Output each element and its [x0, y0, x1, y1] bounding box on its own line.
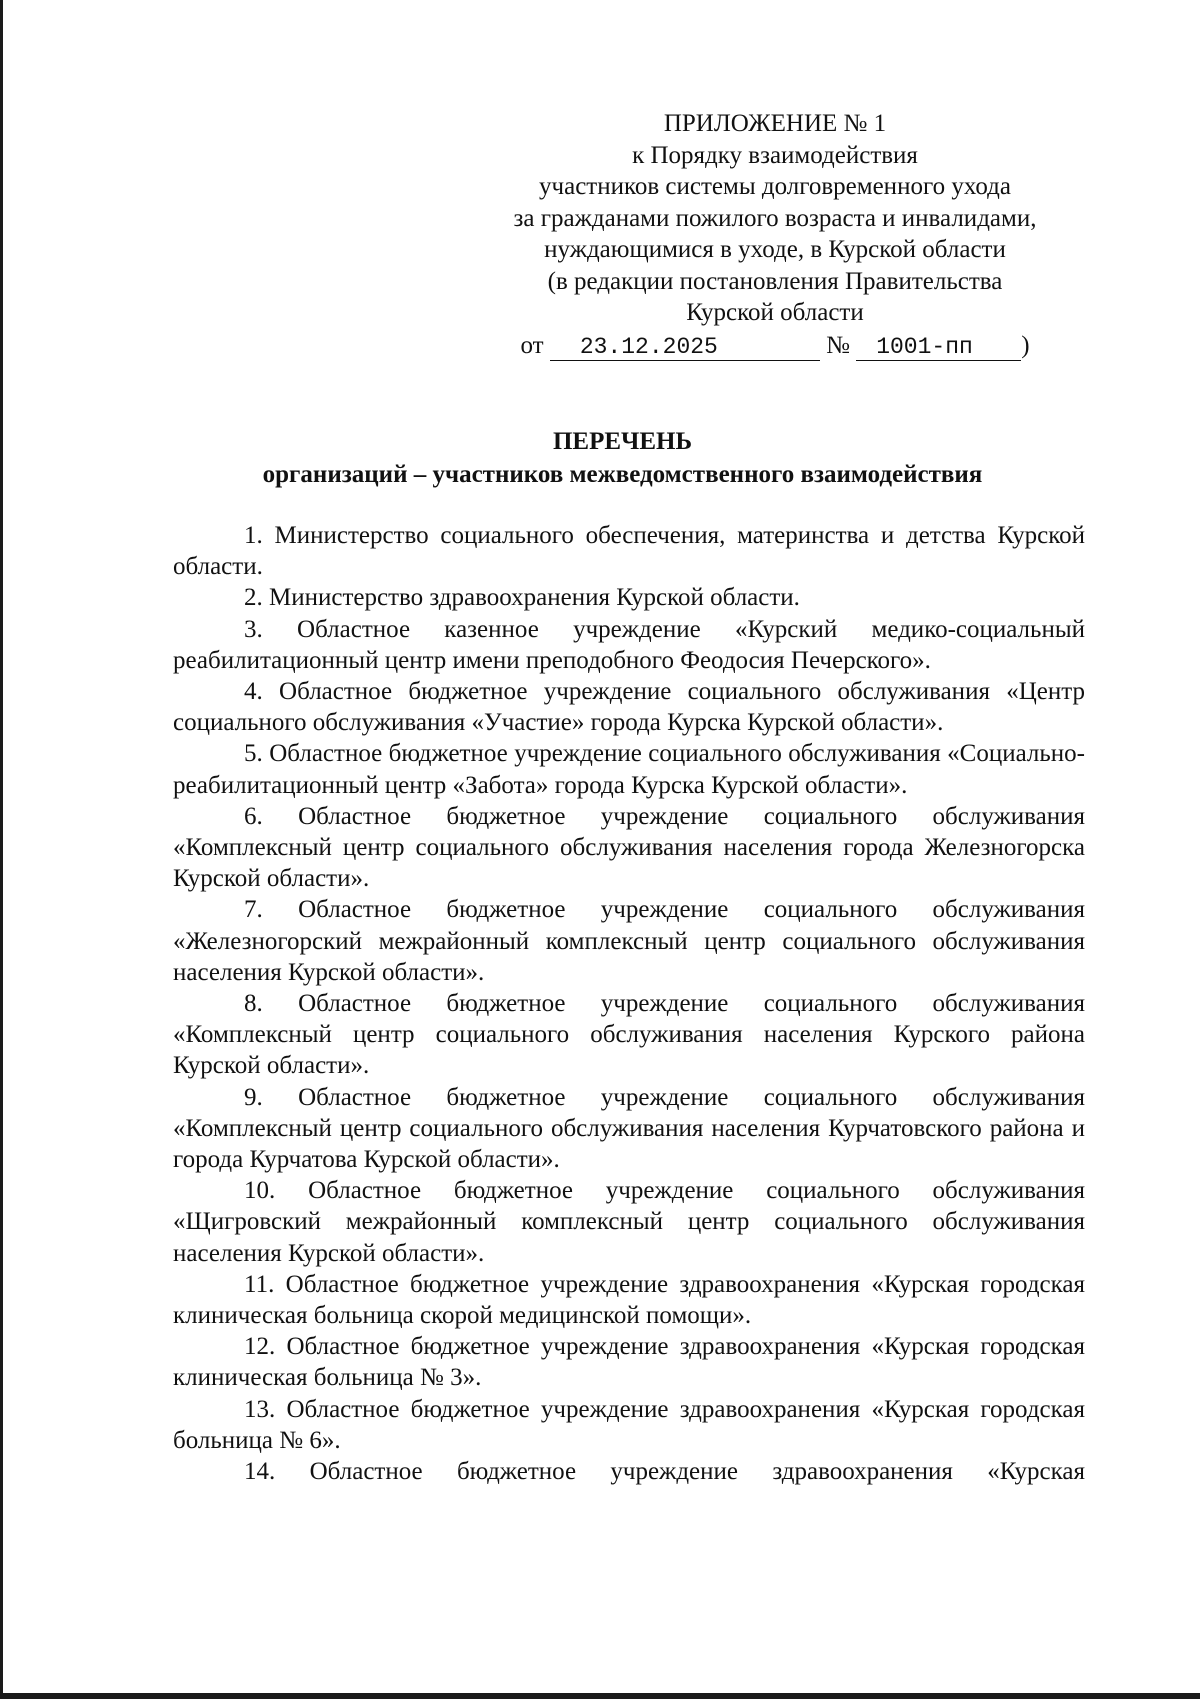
- list-item: [173, 1394, 1085, 1456]
- resolution-date: 23.12.2025: [550, 334, 820, 361]
- list-item-number: 13.: [244, 1395, 276, 1423]
- list-item-number: 3.: [244, 615, 263, 643]
- list-item-number: 14.: [244, 1458, 276, 1486]
- list-item-text: Областное казенное учреждение «Курский медико-социальный реабилитационный центр имени преподобного Феодосия Печерского».: [173, 615, 1085, 674]
- list-item-text: Областное бюджетное учреждение социального обслуживания «Щигровский межрайонный комплексный центр социального обслуживания населения Курской области».: [173, 1177, 1086, 1267]
- list-item: [173, 1331, 1085, 1393]
- list-item-text: Областное бюджетное учреждение здравоохранения «Курская городская клиническая больница № 3».: [173, 1333, 1086, 1392]
- appendix-header-line: за гражданами пожилого возраста и инвалидами,: [513, 204, 1037, 232]
- appendix-header-line: ПРИЛОЖЕНИЕ № 1: [663, 110, 887, 137]
- closing-paren: ): [1021, 331, 1030, 359]
- list-item: [173, 738, 1085, 800]
- title-line-2: организаций – участников межведомственного взаимодействия: [262, 461, 983, 488]
- list-item-text: Областное бюджетное учреждение социального обслуживания «Железногорский межрайонный комплексный центр социального обслуживания населения Курской области».: [173, 896, 1086, 986]
- list-item-text: Областное бюджетное учреждение социального обслуживания «Комплексный центр социального обслуживания населения города Железногорска Курской области».: [173, 802, 1086, 893]
- list-item: [173, 801, 1085, 895]
- list-item-number: 4.: [244, 678, 263, 706]
- list-item-number: 9.: [244, 1083, 263, 1111]
- appendix-header-line: (в редакции постановления Правительства: [547, 267, 1003, 295]
- appendix-header-line: к Порядку взаимодействия: [632, 141, 918, 169]
- scan-edge-left: [0, 0, 3, 1699]
- list-item-text: Областное бюджетное учреждение здравоохранения «Курская городская больница № 6».: [173, 1395, 1086, 1454]
- list-item-number: 2.: [244, 584, 263, 612]
- list-item-number: 7.: [244, 896, 263, 924]
- scan-edge-bottom: [0, 1693, 1200, 1699]
- list-item-number: 11.: [244, 1270, 275, 1298]
- resolution-date-line: [480, 330, 1070, 362]
- list-item-text: Областное бюджетное учреждение здравоохранения «Курская: [309, 1458, 1086, 1486]
- list-item-number: 8.: [244, 990, 263, 1018]
- organization-list: [173, 520, 1085, 1487]
- date-prefix: от: [520, 331, 544, 359]
- number-sign: №: [826, 331, 850, 359]
- appendix-header-line: участников системы долговременного ухода: [539, 173, 1011, 200]
- list-item: [173, 894, 1085, 988]
- list-item: [173, 988, 1085, 1082]
- list-item-text: Областное бюджетное учреждение социального обслуживания «Центр социального обслуживания «Участие» города Курска Курской области».: [173, 678, 1085, 737]
- list-item: [173, 1175, 1085, 1269]
- list-item: [173, 520, 1085, 582]
- list-item-text: Областное бюджетное учреждение социального обслуживания «Комплексный центр социального обслуживания населения Курчатовского района и города Курчатова Курской области».: [173, 1083, 1086, 1174]
- resolution-number: 1001-пп: [856, 334, 1021, 361]
- list-item: [173, 1269, 1085, 1331]
- list-item-text: Областное бюджетное учреждение социального обслуживания «Социально-реабилитационный центр «Забота» города Курска Курской области».: [173, 740, 1085, 799]
- list-item: [173, 614, 1085, 676]
- appendix-header: [480, 108, 1070, 361]
- appendix-header-line: нуждающимися в уходе, в Курской области: [544, 236, 1006, 263]
- list-item-number: 12.: [244, 1333, 276, 1361]
- list-item: [173, 1456, 1085, 1487]
- title-line-1: ПЕРЕЧЕНЬ: [552, 428, 693, 455]
- document-title: [160, 425, 1085, 491]
- list-item-text: Министерство здравоохранения Курской области.: [269, 584, 800, 612]
- appendix-header-line: Курской области: [686, 299, 864, 326]
- list-item: [173, 582, 1085, 613]
- list-item-text: Областное бюджетное учреждение социального обслуживания «Комплексный центр социального обслуживания населения Курского района Курской области».: [173, 990, 1086, 1080]
- list-item-number: 6.: [244, 802, 263, 830]
- list-item-number: 5.: [244, 740, 263, 768]
- list-item-number: 1.: [244, 522, 263, 549]
- list-item-number: 10.: [244, 1177, 276, 1205]
- list-item-text: Областное бюджетное учреждение здравоохранения «Курская городская клиническая больница скорой медицинской помощи».: [173, 1270, 1086, 1330]
- list-item-text: Министерство социального обеспечения, материнства и детства Курской области.: [173, 522, 1085, 581]
- list-item: [173, 676, 1085, 738]
- list-item: [173, 1082, 1085, 1176]
